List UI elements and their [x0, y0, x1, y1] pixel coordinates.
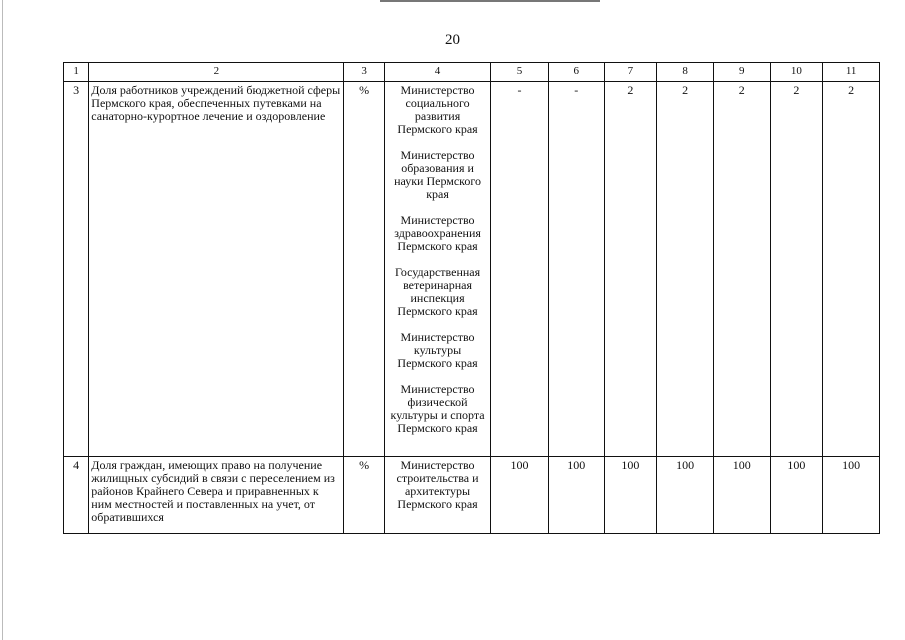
responsible-organizations	[384, 457, 490, 534]
header-cell: 6	[548, 63, 604, 82]
row-number: 4	[64, 457, 89, 534]
row-number: 3	[64, 82, 89, 457]
indicator-description: Доля работников учреждений бюджетной сферы Пермского края, обеспеченных путевками на санаторно-курортное лечение и оздоровление	[89, 82, 344, 457]
organization-name: Министерство строительства и архитектуры Пермского края	[396, 458, 479, 511]
value-cell: 2	[604, 82, 657, 457]
header-cell: 11	[823, 63, 880, 82]
organization-name: Министерство здравоохранения Пермского края	[394, 213, 481, 253]
organization-name: Министерство культуры Пермского края	[397, 330, 478, 370]
value-cell: 2	[770, 82, 823, 457]
page-number: 20	[445, 32, 460, 48]
unit-cell: %	[344, 82, 384, 457]
value-cell: -	[548, 82, 604, 457]
responsible-organizations	[384, 82, 490, 457]
top-rule	[380, 0, 600, 2]
header-cell: 7	[604, 63, 657, 82]
table-row	[64, 457, 880, 534]
header-cell: 8	[657, 63, 714, 82]
table-row	[64, 82, 880, 457]
page-edge	[2, 0, 3, 640]
value-cell: 100	[713, 457, 770, 534]
value-cell: 2	[657, 82, 714, 457]
value-cell: 100	[491, 457, 549, 534]
value-cell: 100	[657, 457, 714, 534]
value-cell: -	[491, 82, 549, 457]
header-cell: 4	[384, 63, 490, 82]
organization-name: Министерство социального развития Пермского края	[397, 83, 478, 136]
organization-name: Министерство физической культуры и спорта Пермского края	[390, 382, 485, 435]
value-cell: 100	[770, 457, 823, 534]
value-cell: 100	[604, 457, 657, 534]
value-cell: 100	[823, 457, 880, 534]
header-cell: 1	[64, 63, 89, 82]
header-cell: 3	[344, 63, 384, 82]
unit-cell: %	[344, 457, 384, 534]
indicator-description: Доля граждан, имеющих право на получение жилищных субсидий в связи с переселением из районов Крайнего Севера и приравненных к ним местностей и поставленных на учет, от обратившихся	[89, 457, 344, 534]
header-cell: 2	[89, 63, 344, 82]
organization-name: Государственная ветеринарная инспекция Пермского края	[394, 265, 481, 318]
indicators-table	[63, 62, 880, 534]
header-row	[64, 63, 880, 82]
header-cell: 10	[770, 63, 823, 82]
header-cell: 5	[491, 63, 549, 82]
header-cell: 9	[713, 63, 770, 82]
value-cell: 2	[823, 82, 880, 457]
value-cell: 2	[713, 82, 770, 457]
value-cell: 100	[548, 457, 604, 534]
organization-name: Министерство образования и науки Пермского края	[394, 148, 482, 201]
